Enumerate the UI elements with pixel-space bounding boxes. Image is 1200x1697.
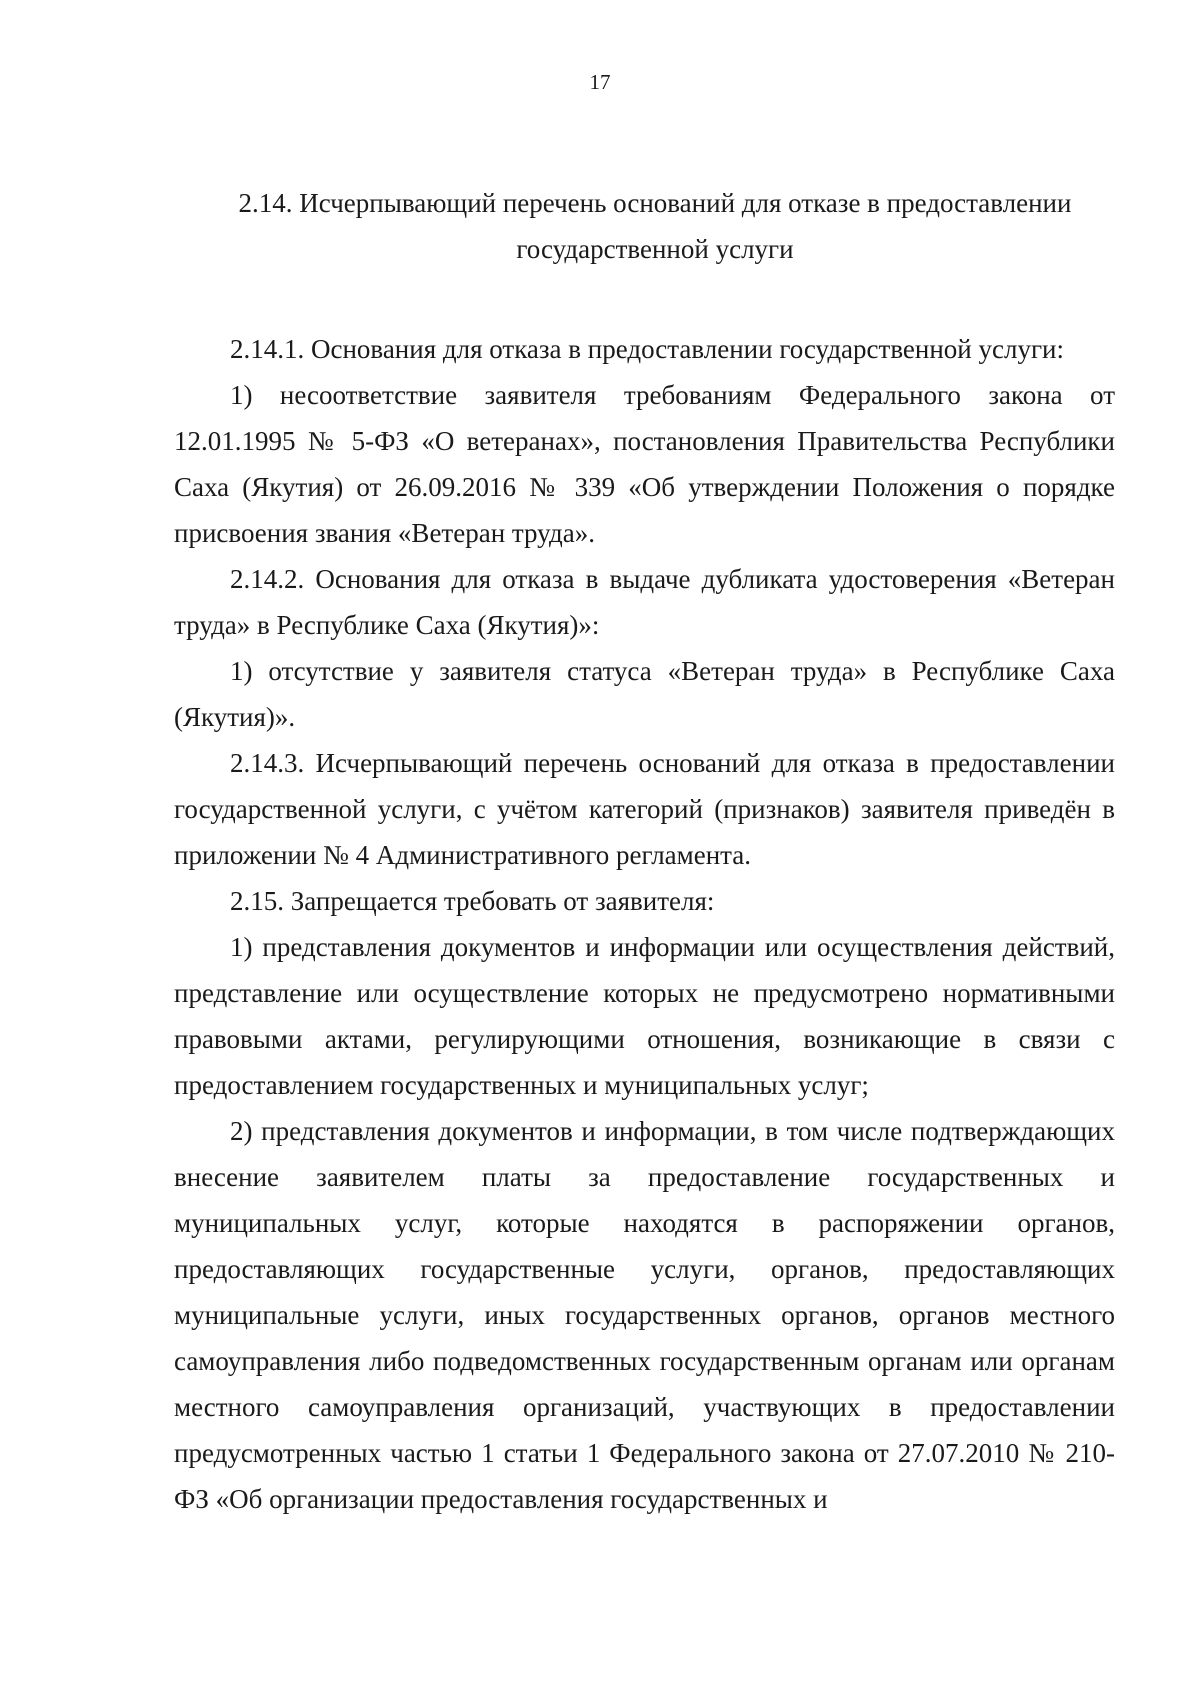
paragraph-2-15: 2.15. Запрещается требовать от заявителя: — [230, 886, 715, 916]
paragraph-2-15-item-2: 2) представления документов и информации, в том числе подтверждающих внесение заявителем платы за предоставление государственных и муниципальных услуг, которые находятся в распоряжении органов, предоставляющих государственные услуги, органов, предоставляющих муниципальные услуги, иных государственных органов, органов местного самоуправления либо подведомственных государственным органам или органам местного самоуправления организаций, участвующих в предоставлении предусмотренных частью 1 статьи 1 Федерального закона от 27.07.2010 № 210-ФЗ «Об организации предоставления государственных и — [174, 1116, 1115, 1514]
paragraph-2-14-3: 2.14.3. Исчерпывающий перечень оснований для отказа в предоставлении государственной услуги, с учётом категорий (признаков) заявителя приведён в приложении № 4 Административного регламента. — [174, 748, 1115, 870]
section-heading: 2.14. Исчерпывающий перечень оснований для отказе в предоставлении государственной услуги — [238, 188, 1072, 264]
paragraph-2-14-2-item-1: 1) отсутствие у заявителя статуса «Ветеран труда» в Республике Саха (Якутия)». — [174, 656, 1115, 732]
document-body — [174, 326, 1115, 1522]
paragraph-2-14-2: 2.14.2. Основания для отказа в выдаче дубликата удостоверения «Ветеран труда» в Республике Саха (Якутия)»: — [174, 564, 1115, 640]
paragraph-2-15-item-1: 1) представления документов и информации или осуществления действий, представление или осуществление которых не предусмотрено нормативными правовыми актами, регулирующими отношения, возникающие в связи с предоставлением государственных и муниципальных услуг; — [174, 932, 1115, 1100]
paragraph-2-14-1-item-1: 1) несоответствие заявителя требованиям Федерального закона от 12.01.1995 № 5-ФЗ «О ветеранах», постановления Правительства Республики Саха (Якутия) от 26.09.2016 № 339 «Об утверждении Положения о порядке присвоения звания «Ветеран труда». — [174, 380, 1115, 548]
page-number: 17 — [589, 70, 611, 94]
paragraph-2-14-1: 2.14.1. Основания для отказа в предоставлении государственной услуги: — [230, 334, 1064, 364]
